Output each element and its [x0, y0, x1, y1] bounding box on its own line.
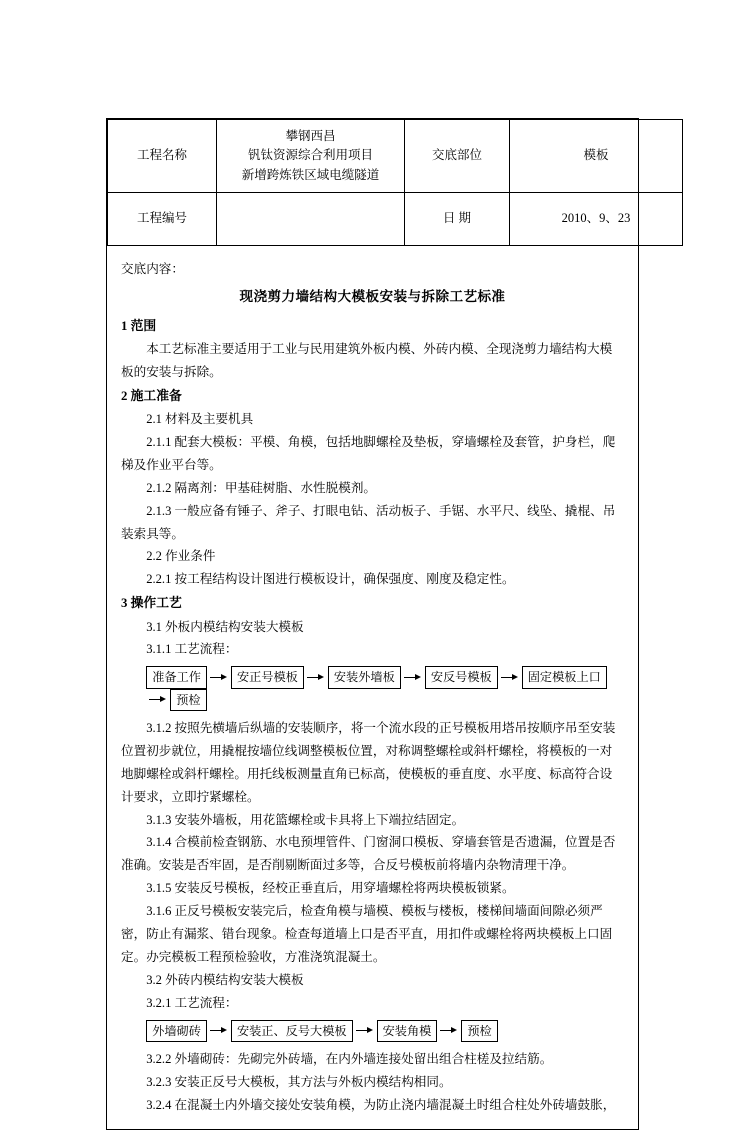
flow-step: 安装正、反号大模板	[231, 1020, 353, 1042]
paragraph: 2.1.2 隔离剂：甲基硅树脂、水性脱模剂。	[146, 480, 377, 495]
arrow-right-icon	[146, 694, 170, 706]
section-list	[121, 315, 624, 1117]
project-number-value	[217, 193, 405, 246]
project-name-value	[217, 120, 405, 193]
paragraph: 3.1.1 工艺流程：	[146, 642, 238, 657]
arrow-right-icon	[498, 672, 522, 684]
flow-step: 安反号模板	[425, 666, 498, 688]
project-name-line-2: 钒钛资源综合利用项目	[247, 148, 373, 163]
paragraph: 3.2.4 在混凝土内外墙交接处安装角模，为防止浇内墙混凝土时组合柱处外砖墙鼓胀，	[146, 1097, 616, 1112]
arrow-right-icon	[207, 1025, 231, 1037]
flow-step: 安装外墙板	[328, 666, 401, 688]
date-label: 日 期	[405, 193, 510, 246]
bottom-spacer	[121, 1117, 624, 1121]
section-heading: 2 施工准备	[121, 388, 182, 403]
handover-part-value: 模板	[510, 120, 683, 193]
page-title: 现浇剪力墙结构大模板安装与拆除工艺标准	[239, 288, 506, 304]
paragraph: 3.1.3 安装外墙板，用花篮螺栓或卡具将上下端拉结固定。	[146, 812, 465, 827]
paragraph: 2.2.1 按工程结构设计图进行模板设计，确保强度、刚度及稳定性。	[146, 572, 515, 587]
table-row	[108, 120, 683, 193]
paragraph: 3.2.3 安装正反号大模板，其方法与外板内模结构相同。	[146, 1074, 452, 1089]
paragraph: 本工艺标准主要适用于工业与民用建筑外板内模、外砖内模、全现浇剪力墙结构大模板的安装与拆除。	[121, 341, 613, 379]
flow-step: 预检	[170, 689, 206, 711]
flow-step: 安装角模	[377, 1020, 438, 1042]
handover-content-body	[107, 246, 638, 1129]
project-name-line-3: 新增跨炼铁区域电缆隧道	[241, 167, 380, 182]
paragraph: 3.2 外砖内模结构安装大模板	[146, 972, 304, 987]
project-name-line-1: 攀钢西昌	[285, 128, 336, 143]
paragraph: 3.1 外板内模结构安装大模板	[146, 619, 304, 634]
flow-step: 外墙砌砖	[146, 1020, 207, 1042]
paragraph: 3.2.1 工艺流程：	[146, 995, 238, 1010]
arrow-right-icon	[437, 1025, 461, 1037]
flow-step: 准备工作	[146, 666, 207, 688]
section-heading: 3 操作工艺	[121, 596, 182, 611]
handover-content-label: 交底内容：	[121, 262, 184, 276]
flow-step: 固定模板上口	[522, 666, 607, 688]
section-heading: 1 范围	[121, 318, 157, 333]
paragraph: 2.1 材料及主要机具	[146, 412, 254, 427]
paragraph: 3.1.5 安装反号模板，经校正垂直后，用穿墙螺栓将两块模板锁紧。	[146, 881, 515, 896]
flow-step: 预检	[461, 1020, 497, 1042]
flow-step: 安正号模板	[231, 666, 304, 688]
process-flow-diagram-1	[121, 666, 624, 711]
project-number-label: 工程编号	[108, 193, 217, 246]
paragraph: 3.1.6 正反号模板安装完后，检查角模与墙模、模板与楼板，楼梯间墙面间隙必须严密，防止有漏浆、错台现象。检查每道墙上口是否平直，用扣件或螺栓将两块模板上口固定。办完模板工程预检验收，方准浇筑混凝土。	[121, 904, 613, 965]
arrow-right-icon	[207, 672, 231, 684]
table-row	[108, 193, 683, 246]
paragraph: 3.2.2 外墙砌砖：先砌完外砖墙，在内外墙连接处留出组合柱槎及拉结筋。	[146, 1052, 553, 1067]
arrow-right-icon	[304, 672, 328, 684]
project-name-label: 工程名称	[108, 120, 217, 193]
paragraph: 2.1.3 一般应备有锤子、斧子、打眼电钻、活动板子、手锯、水平尺、线坠、撬棍、吊装索具等。	[121, 503, 616, 541]
paragraph: 2.2 作业条件	[146, 549, 216, 564]
header-info-table	[107, 119, 683, 246]
arrow-right-icon	[401, 672, 425, 684]
paragraph: 3.1.2 按照先横墙后纵墙的安装顺序，将一个流水段的正号模板用塔吊按顺序吊至安装位置初步就位，用撬棍按墙位线调整模板位置，对称调整螺栓或斜杆螺栓，将模板的一对地脚螺栓或斜杆螺栓。用托线板测量直角已标高，使模板的垂直度、水平度、标高符合设计要求，立即拧紧螺栓。	[121, 720, 616, 804]
process-flow-diagram-2	[121, 1020, 624, 1042]
paragraph: 2.1.1 配套大模板：平模、角模，包括地脚螺栓及垫板，穿墙螺栓及套管，护身栏，爬梯及作业平台等。	[121, 434, 616, 472]
document-frame	[106, 118, 639, 1130]
handover-part-label: 交底部位	[405, 120, 510, 193]
arrow-right-icon	[353, 1025, 377, 1037]
date-value: 2010、9、23	[510, 193, 683, 246]
paragraph: 3.1.4 合模前检查钢筋、水电预埋管件、门窗洞口模板、穿墙套管是否遗漏，位置是否准确。安装是否牢固，是否削剔断面过多等，合反号模板前将墙内杂物清理干净。	[121, 835, 616, 873]
